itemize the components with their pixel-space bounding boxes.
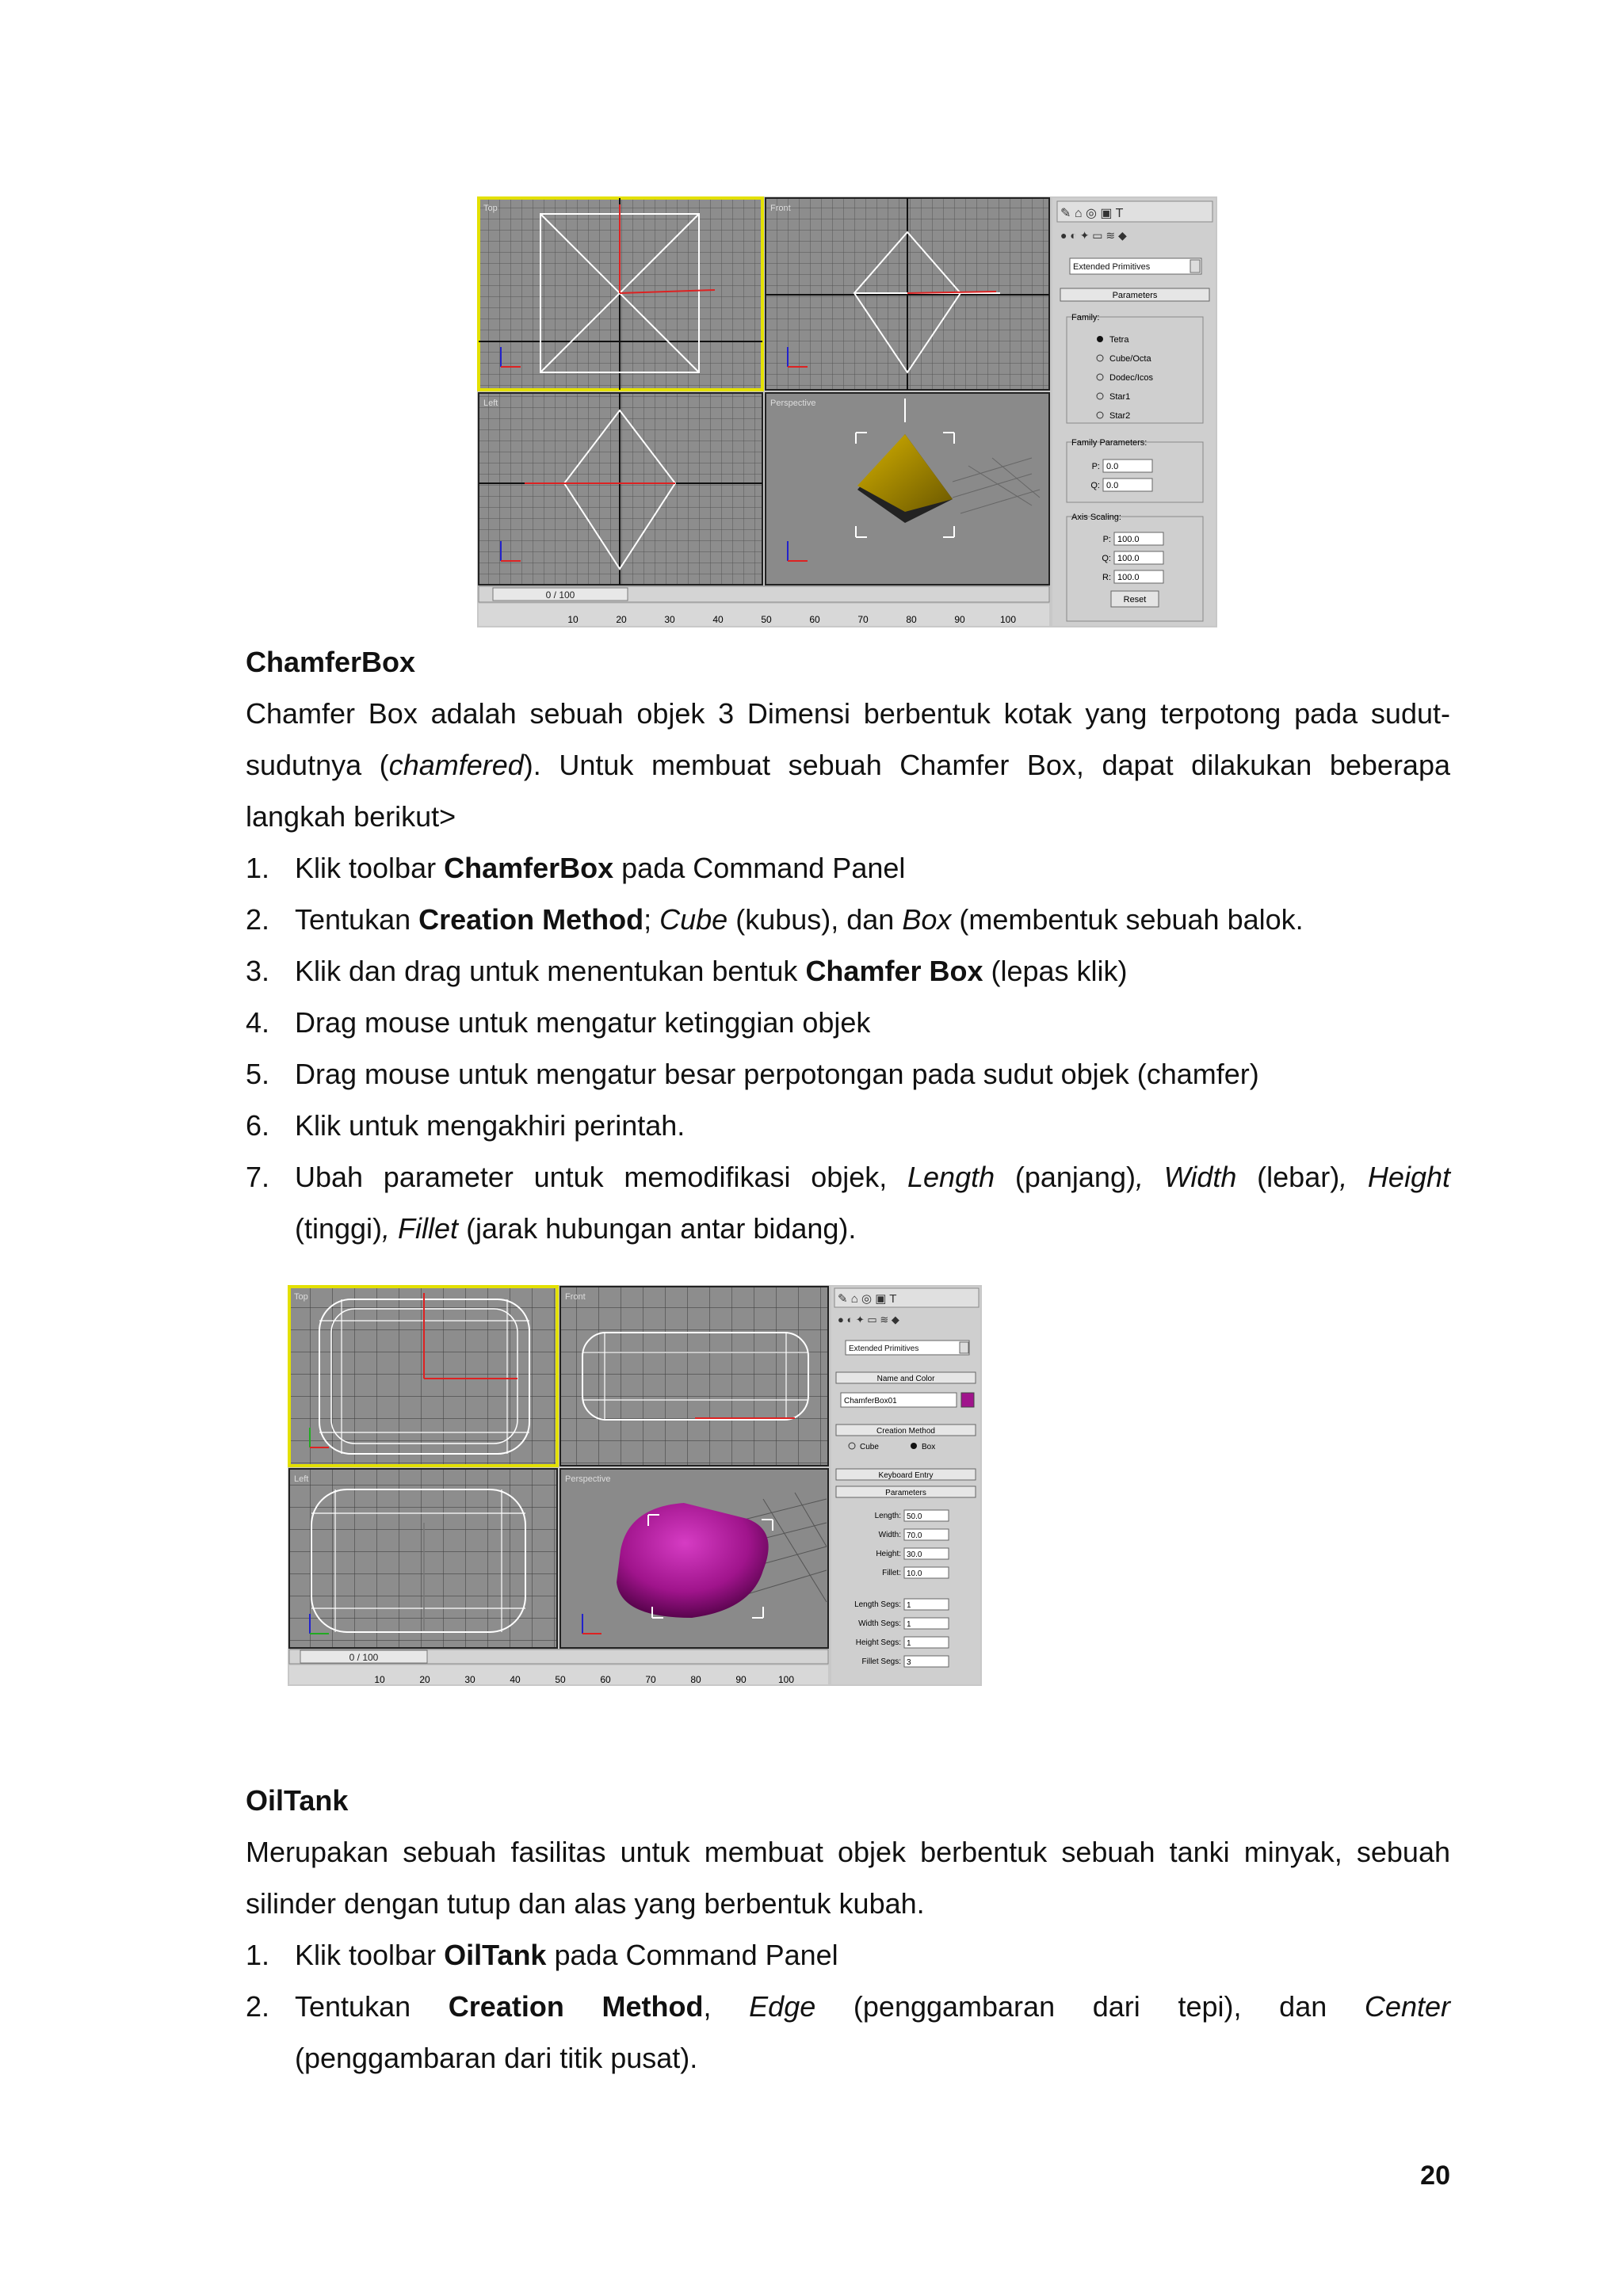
tick: 90	[735, 1674, 747, 1685]
tick: 60	[600, 1674, 611, 1685]
list-number: 5.	[246, 1058, 270, 1090]
paragraph-line	[246, 739, 1450, 791]
text-run-bold: Chamfer Box	[805, 955, 983, 987]
keyboard-entry-label: Keyboard Entry	[878, 1471, 934, 1480]
q-label: Q:	[1090, 481, 1100, 490]
p-label: P:	[1091, 462, 1100, 471]
text-run: (kubus), dan	[727, 903, 903, 936]
tick: 90	[954, 614, 965, 625]
height-segs-value: 1	[907, 1639, 911, 1648]
family-option: Cube/Octa	[1109, 354, 1151, 364]
viewport-left[interactable]	[479, 393, 762, 585]
length-segs-label: Length Segs:	[854, 1600, 901, 1609]
width-label: Width:	[878, 1531, 901, 1539]
radio-cube: Cube	[860, 1443, 879, 1451]
text-run-italic: , Height	[1339, 1161, 1450, 1193]
list-number: 1.	[246, 1939, 270, 1971]
tick: 100	[777, 1674, 795, 1685]
fillet-segs-value: 3	[907, 1658, 911, 1667]
list-item	[246, 1151, 1450, 1254]
tick: 20	[616, 614, 627, 625]
viewport-label-perspective: Perspective	[565, 1474, 611, 1484]
list-number: 2.	[246, 903, 270, 936]
viewport-perspective[interactable]	[766, 393, 1049, 585]
text-run-italic: , Fillet	[382, 1212, 459, 1245]
object-name-value: ChamferBox01	[844, 1397, 897, 1405]
tick: 70	[857, 614, 869, 625]
family-params-label: Family Parameters:	[1071, 438, 1148, 448]
viewport-front[interactable]	[560, 1287, 828, 1466]
object-color-swatch[interactable]	[961, 1393, 974, 1407]
name-color-label: Name and Color	[876, 1375, 935, 1383]
list-item	[246, 1981, 1450, 2084]
type-dropdown-label: Extended Primitives	[849, 1344, 919, 1353]
family-option: Star1	[1109, 392, 1131, 402]
fillet-value: 10.0	[907, 1569, 922, 1578]
text-run: (lebar)	[1236, 1161, 1340, 1193]
text-run: (membentuk sebuah balok.	[951, 903, 1304, 936]
axis-r-label: R:	[1102, 573, 1111, 582]
command-panel	[831, 1287, 980, 1684]
text-run-bold: Creation Method	[448, 1990, 704, 2023]
paragraph-line: Chamfer Box adalah sebuah objek 3 Dimensi berbentuk kotak yang terpotong pada sudut-	[246, 697, 1450, 730]
text-run: (panjang)	[995, 1161, 1136, 1193]
tick: 70	[645, 1674, 656, 1685]
family-option: Dodec/Icos	[1109, 373, 1154, 383]
family-option: Tetra	[1109, 335, 1129, 345]
page-number: 20	[1420, 2161, 1450, 2191]
tick: 100	[999, 614, 1017, 625]
paragraph-line: Merupakan sebuah fasilitas untuk membuat objek berbentuk sebuah tanki minyak, sebuah	[246, 1836, 1450, 1868]
text-run: Klik untuk mengakhiri perintah.	[295, 1109, 685, 1142]
viewport-label-top: Top	[483, 204, 498, 213]
text-run: (lepas klik)	[983, 955, 1128, 987]
text-run: sudutnya (	[246, 749, 389, 781]
text-run-italic: Edge	[749, 1990, 816, 2023]
fillet-label: Fillet:	[882, 1569, 901, 1577]
radio-box: Box	[922, 1443, 936, 1451]
section-title-chamferbox: ChamferBox	[246, 646, 416, 678]
height-label: Height:	[876, 1550, 901, 1558]
list-number: 3.	[246, 955, 270, 987]
text-run-italic: , Width	[1135, 1161, 1237, 1193]
text-run: ). Untuk membuat sebuah Chamfer Box, dapat dilakukan beberapa	[523, 749, 1450, 781]
tick: 40	[510, 1674, 521, 1685]
viewport-label-left: Left	[483, 399, 498, 408]
tab-icons: ✎ ⌂ ◎ ▣ T	[838, 1292, 897, 1306]
text-run: Tentukan	[295, 1990, 449, 2023]
figure-tetra-screenshot	[477, 196, 1217, 627]
family-option: Star2	[1109, 411, 1131, 421]
text-run: Drag mouse untuk mengatur besar perpotongan pada sudut objek (chamfer)	[295, 1058, 1259, 1090]
tick: 80	[906, 614, 917, 625]
viewport-top[interactable]	[289, 1287, 557, 1466]
text-run: Drag mouse untuk mengatur ketinggian objek	[295, 1006, 871, 1039]
viewport-label-perspective: Perspective	[770, 399, 816, 408]
list-number: 7.	[246, 1161, 270, 1193]
axis-r-value: 100.0	[1117, 573, 1140, 582]
width-segs-value: 1	[907, 1620, 911, 1629]
text-run: Klik toolbar	[295, 1939, 445, 1971]
tick: 10	[567, 614, 579, 625]
list-number: 1.	[246, 852, 270, 884]
tick: 30	[664, 614, 675, 625]
paragraph-line: langkah berikut>	[246, 800, 456, 833]
viewport-top[interactable]	[479, 198, 762, 390]
category-icons: ● ◐ ✦ ▭ ≋ ◆	[1060, 229, 1127, 242]
tick: 80	[690, 1674, 701, 1685]
text-run: (penggambaran dari tepi), dan	[815, 1990, 1365, 2023]
tick: 50	[761, 614, 772, 625]
tick: 50	[555, 1674, 566, 1685]
family-label: Family:	[1071, 313, 1100, 322]
tick: 30	[464, 1674, 475, 1685]
tick: 60	[809, 614, 820, 625]
text-run: ;	[643, 903, 660, 936]
tick: 10	[374, 1674, 385, 1685]
axis-scaling-label: Axis Scaling:	[1071, 513, 1121, 522]
width-value: 70.0	[907, 1531, 922, 1540]
tab-icons: ✎ ⌂ ◎ ▣ T	[1060, 207, 1124, 220]
figure-chamferbox-screenshot	[288, 1285, 982, 1686]
text-run: Tentukan	[295, 903, 419, 936]
length-label: Length:	[874, 1512, 901, 1520]
list-number: 6.	[246, 1109, 270, 1142]
viewport-label-front: Front	[770, 204, 791, 213]
axis-p-value: 100.0	[1117, 535, 1140, 544]
text-run-bold: OilTank	[444, 1939, 547, 1971]
paragraph-line: silinder dengan tutup dan alas yang berbentuk kubah.	[246, 1887, 925, 1920]
parameters-label: Parameters	[885, 1489, 926, 1497]
viewport-label-left: Left	[294, 1474, 309, 1484]
text-run: ,	[703, 1990, 750, 2023]
text-run-italic: Cube	[659, 903, 728, 936]
timeline[interactable]	[289, 1650, 828, 1685]
text-run-bold: ChamferBox	[444, 852, 614, 884]
section-title-oiltank: OilTank	[246, 1784, 349, 1817]
height-segs-label: Height Segs:	[855, 1638, 901, 1647]
width-segs-label: Width Segs:	[858, 1619, 901, 1628]
tick: 20	[419, 1674, 430, 1685]
timeline-frame: 0 / 100	[349, 1652, 379, 1663]
tick: 40	[712, 614, 724, 625]
category-icons: ● ◐ ✦ ▭ ≋ ◆	[838, 1314, 899, 1325]
text-run-italic: Length	[907, 1161, 995, 1193]
height-value: 30.0	[907, 1550, 922, 1559]
text-run: (tinggi)	[295, 1212, 383, 1245]
text-run: pada Command Panel	[613, 852, 906, 884]
length-value: 50.0	[907, 1512, 922, 1521]
creation-method-label: Creation Method	[876, 1427, 935, 1436]
viewport-left[interactable]	[289, 1469, 557, 1648]
type-dropdown-label: Extended Primitives	[1073, 262, 1151, 272]
axis-p-label: P:	[1102, 535, 1111, 544]
reset-button-label: Reset	[1123, 595, 1147, 605]
viewport-label-front: Front	[565, 1292, 586, 1302]
fillet-segs-label: Fillet Segs:	[861, 1657, 901, 1666]
text-run-bold: Creation Method	[418, 903, 644, 936]
text-run-italic: Center	[1364, 1990, 1450, 2023]
timeline[interactable]	[479, 586, 1049, 626]
p-value: 0.0	[1106, 462, 1119, 471]
axis-q-label: Q:	[1102, 554, 1111, 563]
text-run: (penggambaran dari titik pusat).	[295, 2042, 698, 2074]
list-number: 4.	[246, 1006, 270, 1039]
text-run-italic: chamfered	[388, 749, 524, 781]
text-run: (jarak hubungan antar bidang).	[458, 1212, 857, 1245]
parameters-rollout-label: Parameters	[1112, 291, 1158, 300]
text-run: pada Command Panel	[546, 1939, 838, 1971]
text-run: Klik toolbar	[295, 852, 445, 884]
text-run: Klik dan drag untuk menentukan bentuk	[295, 955, 806, 987]
length-segs-value: 1	[907, 1601, 911, 1610]
viewport-perspective[interactable]	[560, 1469, 828, 1648]
text-run: Ubah parameter untuk memodifikasi objek,	[295, 1161, 908, 1193]
text-run-italic: Box	[902, 903, 952, 936]
timeline-frame: 0 / 100	[545, 589, 575, 601]
axis-q-value: 100.0	[1117, 554, 1140, 563]
viewport-front[interactable]	[766, 198, 1049, 390]
list-number: 2.	[246, 1990, 270, 2023]
q-value: 0.0	[1106, 481, 1119, 490]
command-panel	[1052, 198, 1216, 626]
viewport-label-top: Top	[294, 1292, 308, 1302]
